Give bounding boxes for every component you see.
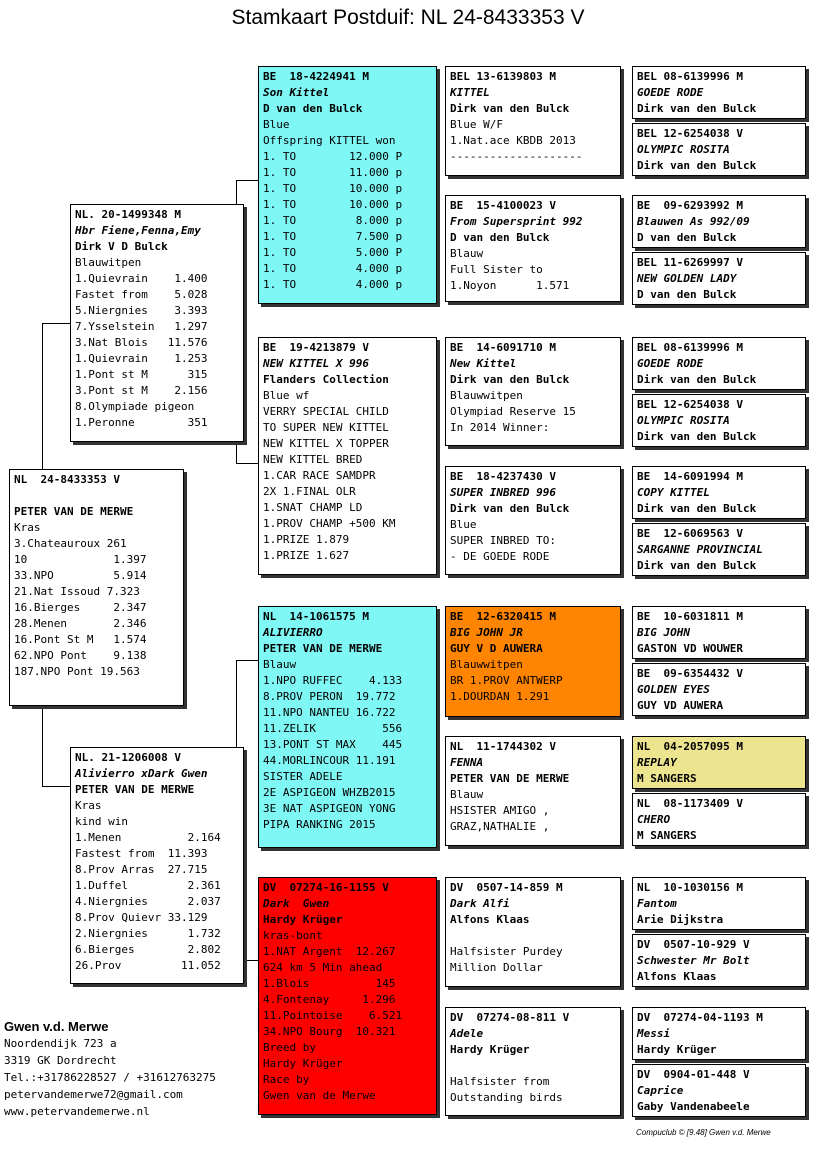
pedigree-card-dam-dam <box>258 877 437 1115</box>
pedigree-card-sds <box>445 337 621 446</box>
pedigree-card-dam-sire <box>258 606 437 848</box>
ring-number: DV 0507-10-929 V <box>637 938 750 951</box>
pedigree-card-sss <box>445 66 621 176</box>
owner-block <box>4 1018 216 1120</box>
pigeon-name: SARGANNE PROVINCIAL <box>637 543 763 556</box>
ring-number: NL 14-1061575 M <box>263 610 369 623</box>
pedigree-line: 16.Pont St M 1.574 <box>14 633 147 646</box>
ring-number: BE 15-4100023 V <box>450 199 556 212</box>
pigeon-name: SUPER INBRED 996 <box>450 486 556 499</box>
pedigree-line: 1.PRIZE 1.627 <box>263 549 350 562</box>
pedigree-line: 8.Olympiade pigeon <box>75 400 195 413</box>
ring-number: BE 18-4224941 M <box>263 70 369 83</box>
pedigree-line: Blauwwitpen <box>450 389 523 402</box>
connector-line <box>42 786 70 787</box>
breeder-name: Dirk van den Bulck <box>450 102 570 115</box>
pedigree-line: 6.Bierges 2.802 <box>75 943 221 956</box>
pedigree-card-sire-sire <box>258 66 437 304</box>
breeder-name: Hardy Krüger <box>450 1043 530 1056</box>
ring-number: BE 09-6293992 M <box>637 199 743 212</box>
pigeon-name: From Supersprint 992 <box>450 215 583 228</box>
pigeon-name: ALIVIERRO <box>263 626 323 639</box>
pedigree-line <box>450 928 616 944</box>
pedigree-line: Kras <box>75 799 102 812</box>
owner-name: Gwen v.d. Merwe <box>4 1019 109 1034</box>
ring-number: NL 08-1173409 V <box>637 797 743 810</box>
breeder-name: D van den Bulck <box>637 288 737 301</box>
pigeon-name: NEW KITTEL X 996 <box>263 357 369 370</box>
pedigree-line: 26.Prov 11.052 <box>75 959 221 972</box>
pedigree-line: 16.Bierges 2.347 <box>14 601 147 614</box>
pedigree-line: 11.NPO NANTEU 16.722 <box>263 706 396 719</box>
breeder-name: D van den Bulck <box>263 102 363 115</box>
pedigree-card-g16 <box>632 1064 806 1117</box>
pedigree-line: 1.CAR RACE SAMDPR <box>263 469 376 482</box>
ring-number: BE 18-4237430 V <box>450 470 556 483</box>
ring-number: NL 11-1744302 V <box>450 740 556 753</box>
ring-number: BEL 12-6254038 V <box>637 398 743 411</box>
pigeon-name <box>14 488 179 504</box>
owner-city: 3319 GK Dordrecht <box>4 1054 117 1067</box>
pedigree-line: kind win <box>75 815 128 828</box>
pedigree-line: 1. TO 11.000 p <box>263 166 403 179</box>
pedigree-line: 1. TO 4.000 p <box>263 262 403 275</box>
pedigree-card-sdd <box>445 466 621 575</box>
pedigree-card-g6 <box>632 394 806 447</box>
pedigree-line: 5.Niergnies 3.393 <box>75 304 208 317</box>
breeder-name: Dirk van den Bulck <box>637 430 757 443</box>
pedigree-line: 1.Pont st M 315 <box>75 368 208 381</box>
pedigree-line: -------------------- <box>450 150 583 163</box>
pedigree-line: 10 1.397 <box>14 553 147 566</box>
pedigree-line: 1.Nat.ace KBDB 2013 <box>450 134 576 147</box>
pedigree-card-g1 <box>632 66 806 119</box>
pedigree-line: 1.PRIZE 1.879 <box>263 533 350 546</box>
pedigree-line: 11.Pointoise 6.521 <box>263 1009 403 1022</box>
pedigree-card-g5 <box>632 337 806 390</box>
pedigree-line: Blauwitpen <box>75 256 142 269</box>
ring-number: BE 12-6320415 M <box>450 610 556 623</box>
pedigree-card-g15 <box>632 1007 806 1060</box>
ring-number: NL. 21-1206008 V <box>75 751 181 764</box>
pedigree-line: 1. TO 12.000 P <box>263 150 403 163</box>
breeder-name: Hardy Krüger <box>637 1043 717 1056</box>
breeder-name: Dirk van den Bulck <box>450 502 570 515</box>
pedigree-line: 11.ZELIK 556 <box>263 722 403 735</box>
pedigree-card-g10 <box>632 663 806 716</box>
breeder-name: PETER VAN DE MERWE <box>75 783 195 796</box>
pigeon-name: GOEDE RODE <box>637 86 704 99</box>
footer-credit: Compuclub © [9.48] Gwen v.d. Merwe <box>636 1128 771 1137</box>
pedigree-line: Blauwwitpen <box>450 658 523 671</box>
pedigree-line: HSISTER AMIGO , <box>450 804 550 817</box>
pedigree-card-g13 <box>632 877 806 930</box>
pedigree-line: 624 km 5 Min ahead <box>263 961 383 974</box>
pedigree-line: - DE GOEDE RODE <box>450 550 550 563</box>
pedigree-card-subject <box>9 469 184 706</box>
pedigree-card-dss <box>445 606 621 717</box>
owner-phone: Tel.:+31786228527 / +31612763275 <box>4 1071 216 1084</box>
pigeon-name: Blauwen As 992/09 <box>637 215 750 228</box>
pedigree-line: TO SUPER NEW KITTEL <box>263 421 389 434</box>
ring-number: NL 24-8433353 V <box>14 473 120 486</box>
breeder-name: Dirk van den Bulck <box>637 373 757 386</box>
pedigree-line: 1.NAT Argent 12.267 <box>263 945 396 958</box>
pedigree-line: 44.MORLINCOUR 11.191 <box>263 754 396 767</box>
pedigree-card-g3 <box>632 195 806 248</box>
pedigree-line: Outstanding birds <box>450 1091 563 1104</box>
pedigree-line: 187.NPO Pont 19.563 <box>14 665 140 678</box>
ring-number: BEL 11-6269997 V <box>637 256 743 269</box>
pedigree-line: 1. TO 8.000 p <box>263 214 403 227</box>
pedigree-line: 1.Peronne 351 <box>75 416 208 429</box>
pedigree-line: PIPA RANKING 2015 <box>263 818 376 831</box>
pedigree-card-g12 <box>632 793 806 846</box>
pedigree-line: BR 1.PROV ANTWERP <box>450 674 563 687</box>
pedigree-card-g2 <box>632 123 806 176</box>
pedigree-line: NEW KITTEL X TOPPER <box>263 437 389 450</box>
pedigree-card-g11 <box>632 736 806 789</box>
breeder-name: PETER VAN DE MERWE <box>263 642 383 655</box>
pedigree-line: Halfsister Purdey <box>450 945 563 958</box>
owner-email[interactable]: petervandemerwe72@gmail.com <box>4 1088 183 1101</box>
breeder-name: M SANGERS <box>637 829 697 842</box>
breeder-name: GASTON VD WOUWER <box>637 642 743 655</box>
pedigree-line: kras-bont <box>263 929 323 942</box>
ring-number: BEL 13-6139803 M <box>450 70 556 83</box>
pigeon-name: FENNA <box>450 756 484 769</box>
page-title: Stamkaart Postduif: NL 24-8433353 V <box>231 6 585 29</box>
pedigree-line: Blauw <box>263 658 297 671</box>
breeder-name: Dirk V D Bulck <box>75 240 168 253</box>
pedigree-line: 3.Nat Blois 11.576 <box>75 336 208 349</box>
pedigree-line: 1. TO 5.000 P <box>263 246 403 259</box>
pedigree-line: 21.Nat Issoud 7.323 <box>14 585 140 598</box>
pedigree-card-ddd <box>445 1007 621 1116</box>
ring-number: DV 0904-01-448 V <box>637 1068 750 1081</box>
pedigree-line: 8.PROV PERON 19.772 <box>263 690 396 703</box>
connector-line <box>42 323 43 469</box>
pigeon-name: Hbr Fiene,Fenna,Emy <box>75 224 201 237</box>
pedigree-line: Blue W/F <box>450 118 503 131</box>
ring-number: NL. 20-1499348 M <box>75 208 181 221</box>
ring-number: BE 12-6069563 V <box>637 527 743 540</box>
pedigree-line: Million Dollar <box>450 961 543 974</box>
connector-line <box>236 463 258 464</box>
pedigree-line: 1.NPO RUFFEC 4.133 <box>263 674 403 687</box>
pedigree-line: NEW KITTEL BRED <box>263 453 363 466</box>
owner-website[interactable]: www.petervandemerwe.nl <box>4 1105 150 1118</box>
pedigree-line: Blauw <box>450 788 484 801</box>
pedigree-line: VERRY SPECIAL CHILD <box>263 405 389 418</box>
pedigree-line: 8.Prov Quievr 33.129 <box>75 911 208 924</box>
pedigree-line: Halfsister from <box>450 1075 550 1088</box>
pedigree-line: 4.Fontenay 1.296 <box>263 993 396 1006</box>
pedigree-line: 2X 1.FINAL OLR <box>263 485 356 498</box>
breeder-name: Dirk van den Bulck <box>450 373 570 386</box>
pedigree-line: 4.Niergnies 2.037 <box>75 895 221 908</box>
pigeon-name: Messi <box>637 1027 671 1040</box>
pedigree-line: 1.Noyon 1.571 <box>450 279 570 292</box>
pedigree-line: 7.Ysselstein 1.297 <box>75 320 208 333</box>
pedigree-line: Gwen van de Merwe <box>263 1089 376 1102</box>
breeder-name: GUY VD AUWERA <box>637 699 724 712</box>
pedigree-line: Blue <box>450 518 477 531</box>
pedigree-card-dsd <box>445 736 621 846</box>
pigeon-name: OLYMPIC ROSITA <box>637 143 730 156</box>
pedigree-card-g8 <box>632 523 806 576</box>
breeder-name: D van den Bulck <box>637 231 737 244</box>
pigeon-name: CHERO <box>637 813 671 826</box>
breeder-name: PETER VAN DE MERWE <box>450 772 570 785</box>
ring-number: BEL 08-6139996 M <box>637 70 743 83</box>
ring-number: BE 10-6031811 M <box>637 610 743 623</box>
pedigree-line: Full Sister to <box>450 263 543 276</box>
pigeon-name: OLYMPIC ROSITA <box>637 414 730 427</box>
breeder-name: Dirk van den Bulck <box>637 159 757 172</box>
breeder-name: Dirk van den Bulck <box>637 102 757 115</box>
pedigree-line: 3.Chateauroux 261 <box>14 537 127 550</box>
breeder-name: D van den Bulck <box>450 231 550 244</box>
pedigree-line: 1.Blois 145 <box>263 977 396 990</box>
pedigree-line: 1. TO 10.000 p <box>263 198 403 211</box>
breeder-name: Gaby Vandenabeele <box>637 1100 750 1113</box>
ring-number: BE 14-6091994 M <box>637 470 743 483</box>
breeder-name: PETER VAN DE MERWE <box>14 505 134 518</box>
pedigree-card-g9 <box>632 606 806 659</box>
connector-line <box>236 660 258 661</box>
pedigree-line: 1.Quievrain 1.253 <box>75 352 208 365</box>
ring-number: DV 07274-16-1155 V <box>263 881 389 894</box>
pedigree-line: SISTER ADELE <box>263 770 343 783</box>
pigeon-name: Fantom <box>637 897 677 910</box>
pedigree-line: 1. TO 10.000 p <box>263 182 403 195</box>
pedigree-line: 1. TO 4.000 p <box>263 278 403 291</box>
pedigree-line: 8.Prov Arras 27.715 <box>75 863 208 876</box>
pedigree-line: 1. TO 7.500 p <box>263 230 403 243</box>
pigeon-name: KITTEL <box>450 86 490 99</box>
pigeon-name: Alivierro xDark Gwen <box>75 767 208 780</box>
pedigree-card-dam <box>70 747 244 984</box>
breeder-name: Dirk van den Bulck <box>637 502 757 515</box>
ring-number: BEL 12-6254038 V <box>637 127 743 140</box>
breeder-name: Flanders Collection <box>263 373 389 386</box>
pigeon-name: GOEDE RODE <box>637 357 704 370</box>
ring-number: DV 0507-14-859 M <box>450 881 563 894</box>
pigeon-name: BIG JOHN JR <box>450 626 523 639</box>
pedigree-line: 1.Duffel 2.361 <box>75 879 221 892</box>
owner-street: Noordendijk 723 a <box>4 1037 117 1050</box>
breeder-name: Alfons Klaas <box>450 913 530 926</box>
ring-number: BE 14-6091710 M <box>450 341 556 354</box>
pedigree-line: 1.SNAT CHAMP LD <box>263 501 363 514</box>
pigeon-name: Schwester Mr Bolt <box>637 954 750 967</box>
pedigree-line: Offspring KITTEL won <box>263 134 396 147</box>
pedigree-line <box>450 1058 616 1074</box>
pigeon-name: Son Kittel <box>263 86 330 99</box>
ring-number: DV 07274-04-1193 M <box>637 1011 763 1024</box>
ring-number: BEL 08-6139996 M <box>637 341 743 354</box>
ring-number: DV 07274-08-811 V <box>450 1011 570 1024</box>
pedigree-card-sire-dam <box>258 337 437 575</box>
pedigree-line: Hardy Krüger <box>263 1057 343 1070</box>
breeder-name: Dirk van den Bulck <box>637 559 757 572</box>
pedigree-card-dds <box>445 877 621 987</box>
pedigree-line: Kras <box>14 521 41 534</box>
pigeon-name: Dark Alfi <box>450 897 510 910</box>
connector-line <box>236 180 258 181</box>
pedigree-line: 28.Menen 2.346 <box>14 617 147 630</box>
pedigree-card-ssd <box>445 195 621 302</box>
pedigree-line: 1.Quievrain 1.400 <box>75 272 208 285</box>
pedigree-line: 33.NPO 5.914 <box>14 569 147 582</box>
pedigree-card-g4 <box>632 252 806 305</box>
pigeon-name: REPLAY <box>637 756 677 769</box>
pigeon-name: New Kittel <box>450 357 517 370</box>
ring-number: BE 19-4213879 V <box>263 341 369 354</box>
pedigree-line: Breed by <box>263 1041 316 1054</box>
pigeon-name: NEW GOLDEN LADY <box>637 272 737 285</box>
pedigree-line: Fastest from 11.393 <box>75 847 208 860</box>
pigeon-name: Adele <box>450 1027 484 1040</box>
ring-number: NL 04-2057095 M <box>637 740 743 753</box>
pedigree-line: In 2014 Winner: <box>450 421 550 434</box>
pedigree-line: SUPER INBRED TO: <box>450 534 556 547</box>
pedigree-line: 1.DOURDAN 1.291 <box>450 690 550 703</box>
connector-line <box>42 323 70 324</box>
pedigree-line: 62.NPO Pont 9.138 <box>14 649 147 662</box>
pigeon-name: BIG JOHN <box>637 626 690 639</box>
breeder-name: GUY V D AUWERA <box>450 642 543 655</box>
pigeon-name: COPY KITTEL <box>637 486 710 499</box>
pedigree-line: Olympiad Reserve 15 <box>450 405 576 418</box>
breeder-name: Alfons Klaas <box>637 970 717 983</box>
pedigree-line: GRAZ,NATHALIE , <box>450 820 550 833</box>
breeder-name: Arie Dijkstra <box>637 913 724 926</box>
pedigree-line: Race by <box>263 1073 310 1086</box>
pedigree-line: 1.Menen 2.164 <box>75 831 221 844</box>
pedigree-line: 3E NAT ASPIGEON YONG <box>263 802 396 815</box>
pedigree-line: 13.PONT ST MAX 445 <box>263 738 403 751</box>
pedigree-line: 34.NPO Bourg 10.321 <box>263 1025 396 1038</box>
connector-line <box>42 706 43 786</box>
pedigree-line: 2.Niergnies 1.732 <box>75 927 221 940</box>
pedigree-line: Fastet from 5.028 <box>75 288 208 301</box>
pedigree-card-g14 <box>632 934 806 987</box>
pedigree-card-g7 <box>632 466 806 519</box>
pedigree-line: Blue <box>263 118 290 131</box>
pedigree-line: 2E ASPIGEON WHZB2015 <box>263 786 396 799</box>
pigeon-name: GOLDEN EYES <box>637 683 710 696</box>
pigeon-name: Dark Gwen <box>263 897 330 910</box>
ring-number: BE 09-6354432 V <box>637 667 743 680</box>
breeder-name: Hardy Krüger <box>263 913 343 926</box>
pedigree-card-sire <box>70 204 244 442</box>
pedigree-line: 3.Pont st M 2.156 <box>75 384 208 397</box>
ring-number: NL 10-1030156 M <box>637 881 743 894</box>
pigeon-name: Caprice <box>637 1084 684 1097</box>
pedigree-line: Blue wf <box>263 389 310 402</box>
pedigree-line: Blauw <box>450 247 484 260</box>
breeder-name: M SANGERS <box>637 772 697 785</box>
pedigree-line: 1.PROV CHAMP +500 KM <box>263 517 396 530</box>
